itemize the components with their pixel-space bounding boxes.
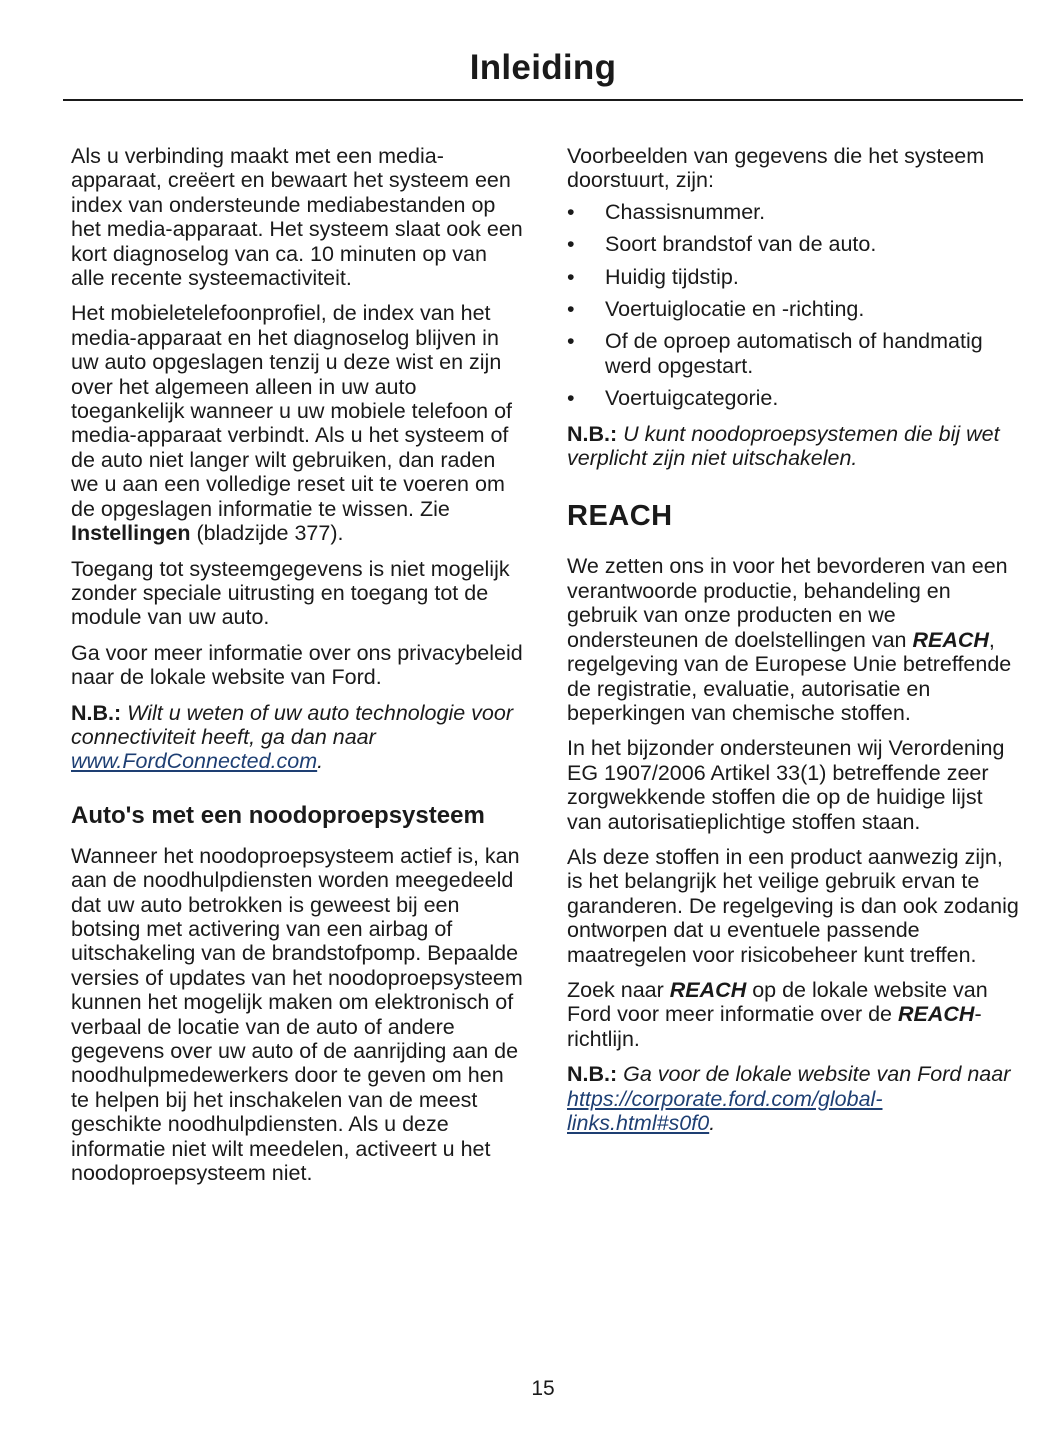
fordconnected-link[interactable]: www.FordConnected.com bbox=[71, 749, 318, 774]
note-end: . bbox=[709, 1111, 716, 1135]
note-text: Wilt u weten of uw auto technologie voor connectiviteit heeft, ga dan naar bbox=[71, 700, 513, 749]
section-heading-reach: REACH bbox=[567, 500, 673, 533]
note-connectivity bbox=[71, 701, 523, 774]
text-span: Zoek naar bbox=[567, 977, 670, 1002]
paragraph-phone-profile-text: Het mobieletelefoonprofiel, de index van het media-apparaat en het diagnoselog blijven in uw auto opgeslagen tenzij u deze wist en zijn over het algemeen alleen in uw auto toegankelijk wanneer u uw mobiele telefoon of media-apparaat verbindt. Als u het systeem of de auto niet langer wilt gebruiken, dan raden we u aan een volledige reset uit te voeren om de opgeslagen informatie te wissen. Zie bbox=[71, 301, 513, 521]
corporate-ford-link[interactable]: https://corporate.ford.com/global-links.html#s0f0 bbox=[567, 1086, 883, 1135]
page-number: 15 bbox=[531, 1377, 555, 1400]
list-item bbox=[567, 329, 1019, 378]
bullet: • bbox=[567, 329, 575, 354]
paragraph-data-examples: Voorbeelden van gegevens die het systeem doorstuurt, zijn: bbox=[567, 144, 985, 193]
text-span: We zetten ons in voor het bevorderen van een verantwoorde productie, behandeling en gebruik van onze producten en we ondersteunen de doelstellingen van bbox=[567, 554, 1008, 652]
note-label: N.B.: bbox=[567, 421, 618, 446]
reach-keyword: REACH bbox=[669, 977, 747, 1002]
reach-keyword: REACH bbox=[898, 1002, 975, 1027]
header-divider bbox=[63, 99, 1023, 101]
bullet: • bbox=[567, 297, 575, 322]
bullet: • bbox=[567, 386, 575, 411]
paragraph-media-index: Als u verbinding maakt met een media-apparaat, creëert en bewaart het systeem een index van ondersteunde mediabestanden op het media-apparaat. Het systeem slaat ook een kort diagnoselog van ca. 10 minuten op van alle recente systeemactiviteit. bbox=[71, 144, 523, 291]
list-item bbox=[567, 297, 1019, 321]
bullet: • bbox=[567, 232, 575, 257]
list-item-text: Voertuigcategorie. bbox=[605, 386, 779, 411]
right-column bbox=[567, 144, 1019, 1146]
note-label: N.B.: bbox=[567, 1062, 618, 1087]
paragraph-search-reach bbox=[567, 978, 1019, 1051]
note-text: Ga voor de lokale website van Ford naar bbox=[617, 1062, 1011, 1087]
list-item-text: Voertuiglocatie en -richting. bbox=[605, 297, 865, 322]
list-item bbox=[567, 386, 1019, 410]
list-item-text: Of de oproep automatisch of handmatig werd opgestart. bbox=[605, 329, 983, 378]
paragraph-reach-commitment bbox=[567, 554, 1019, 725]
reach-keyword: REACH bbox=[912, 627, 989, 652]
left-column bbox=[71, 144, 523, 1196]
list-item-text: Chassisnummer. bbox=[605, 199, 766, 224]
paragraph-phone-profile bbox=[71, 301, 523, 545]
data-examples-list bbox=[567, 200, 1019, 411]
paragraph-system-access: Toegang tot systeemgegevens is niet mogelijk zonder speciale uitrusting en toegang tot de module van uw auto. bbox=[71, 556, 510, 630]
note-end: . bbox=[317, 749, 324, 774]
paragraph-privacy-policy: Ga voor meer informatie over ons privacybeleid naar de lokale website van Ford. bbox=[71, 640, 523, 690]
text-span: , regelgeving van de Europese Unie betreffende de registratie, evaluatie, autorisatie en beperkingen van chemische stoffen. bbox=[567, 627, 1012, 725]
list-item bbox=[567, 200, 1019, 224]
page-reference: (bladzijde 377). bbox=[190, 521, 344, 546]
note-text: U kunt noodoproepsystemen die bij wet verplicht zijn niet uitschakelen. bbox=[567, 421, 1000, 471]
note-ford-website bbox=[567, 1062, 1019, 1135]
list-item-text: Soort brandstof van de auto. bbox=[605, 232, 877, 257]
bullet: • bbox=[567, 264, 575, 289]
list-item bbox=[567, 232, 1019, 256]
paragraph-substances: Als deze stoffen in een product aanwezig zijn, is het belangrijk het veilige gebruik ervan te garanderen. De regelgeving is dan ook zodanig ontworpen dat u eventuele passende maatregelen voor risicobeheer kunt treffen. bbox=[567, 844, 1019, 967]
note-label: N.B.: bbox=[71, 700, 122, 725]
text-span: op de lokale website van Ford voor meer informatie over de bbox=[567, 977, 988, 1027]
list-item-text: Huidig tijdstip. bbox=[605, 264, 739, 289]
bullet: • bbox=[567, 199, 575, 224]
paragraph-emergency-call: Wanneer het noodoproepsysteem actief is, kan aan de noodhulpdiensten worden meegedeeld dat uw auto betrokken is geweest bij een botsing met activering van een airbag of uitschakeling van de brandstofpomp. Bepaalde versies of updates van het noodoproepsysteem kunnen het mogelijk maken om elektronisch of verbaal de locatie van de auto of andere gegevens over uw auto of de aanrijding aan de noodhulpmedewerkers door te geven om hen te helpen bij het inschakelen van de meest geschikte noodhulpdiensten. Als u deze informatie niet wilt meedelen, activeert u het noodoproepsysteem niet. bbox=[71, 843, 523, 1186]
page-title: Inleiding bbox=[469, 48, 617, 87]
section-heading-emergency-call: Auto's met een noodoproepsysteem bbox=[71, 801, 485, 829]
settings-reference: Instellingen bbox=[71, 521, 191, 546]
list-item bbox=[567, 265, 1019, 289]
note-emergency-mandatory bbox=[567, 422, 1019, 471]
paragraph-regulation: In het bijzonder ondersteunen wij Verordening EG 1907/2006 Artikel 33(1) betreffende zeer zorgwekkende stoffen die op de huidige lijst van autorisatieplichtige stoffen staan. bbox=[567, 736, 1005, 834]
text-span: -richtlijn. bbox=[567, 1002, 982, 1051]
